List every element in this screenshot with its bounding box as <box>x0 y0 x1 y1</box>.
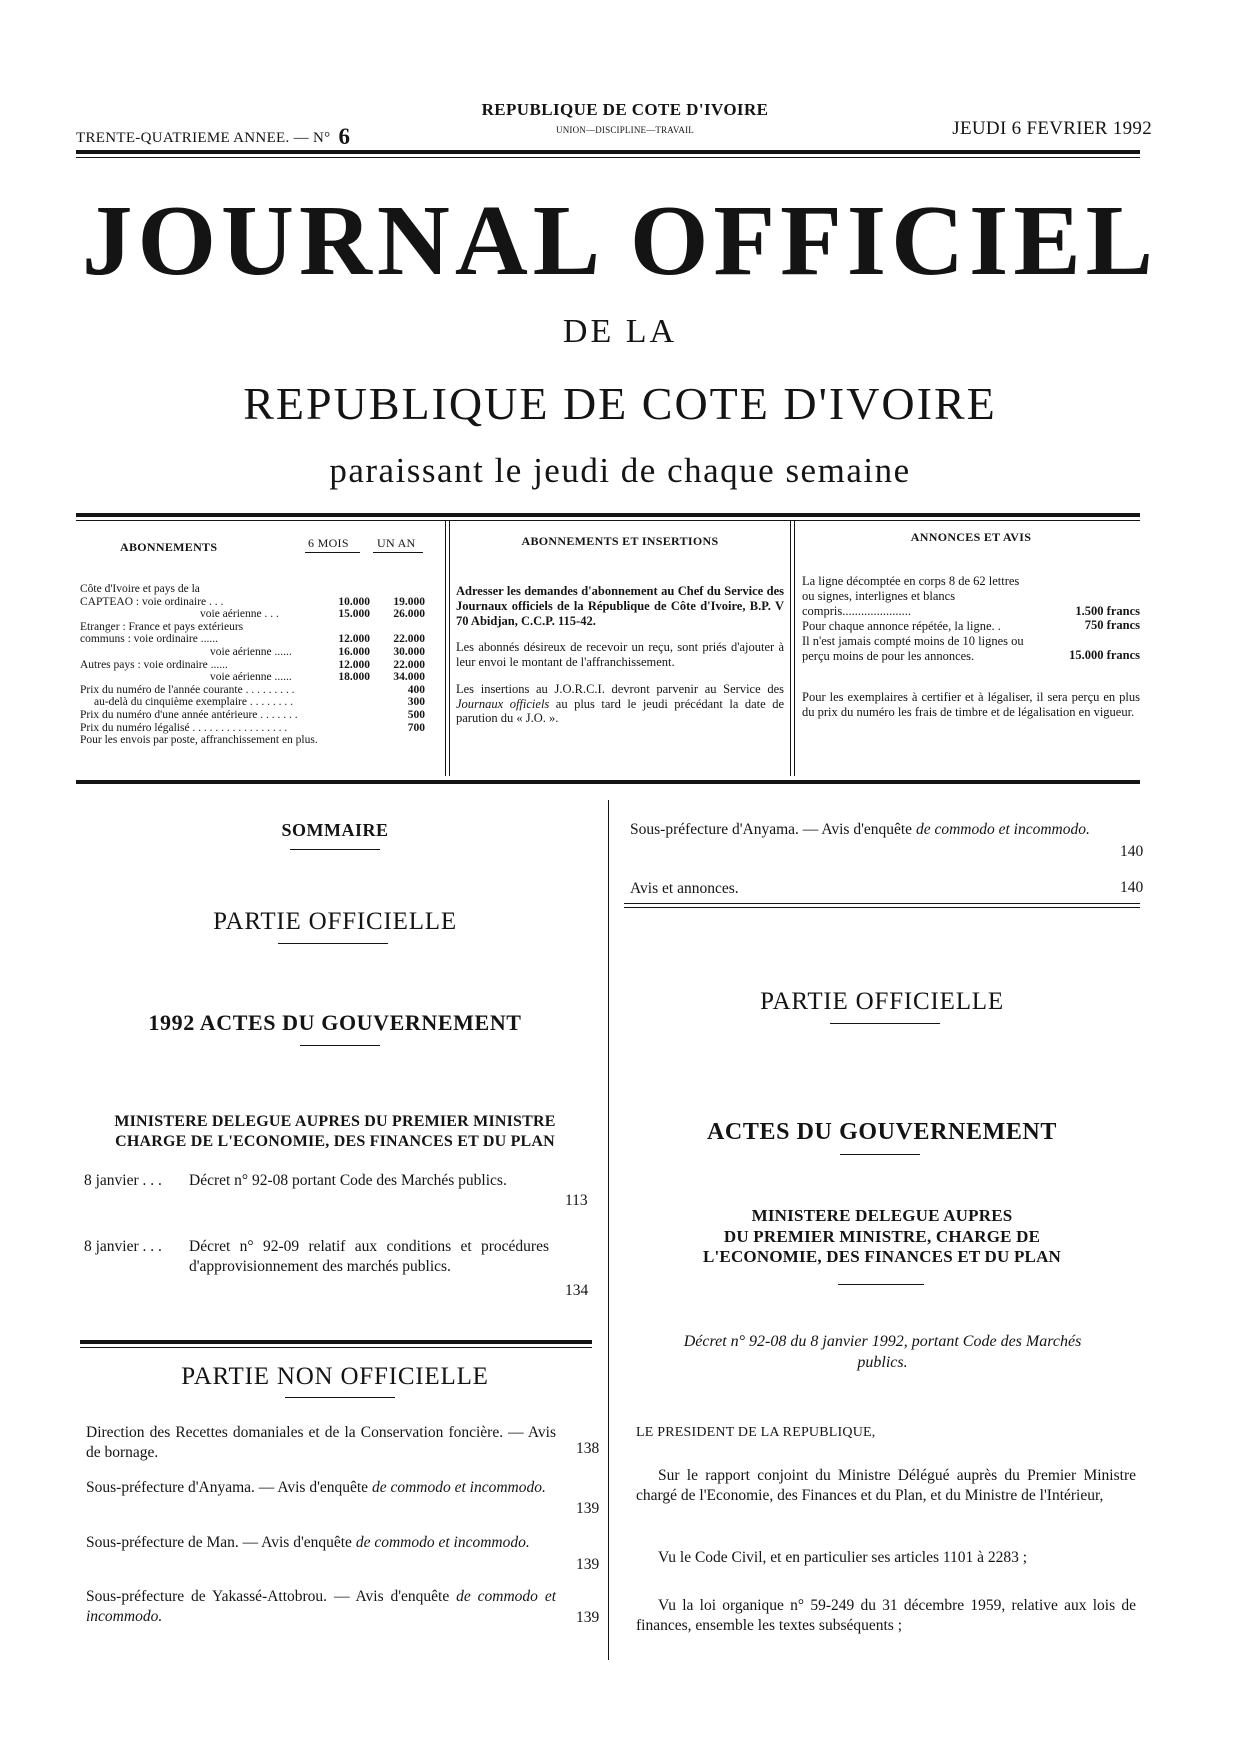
summary-ministry-line2: CHARGE DE L'ECONOMIE, DES FINANCES ET DU PLAN <box>115 1132 555 1150</box>
header-rule <box>76 150 1140 154</box>
non-official-top-rule <box>80 1340 592 1344</box>
rate-6mois: 10.000 <box>338 595 370 608</box>
rate-un-an: 26.000 <box>393 608 425 621</box>
rate-label: au-delà du cinquième exemplaire . . . . . . . . <box>94 696 293 709</box>
rate-un-an: 700 <box>407 721 425 734</box>
summary-actes-label: ACTES DU GOUVERNEMENT <box>199 1010 522 1035</box>
rate-label: Prix du numéro de l'année courante . . . . . . . . . <box>80 683 295 696</box>
masthead-republic: REPUBLIQUE DE COTE D'IVOIRE <box>243 378 997 429</box>
right-actes: ACTES DU GOUVERNEMENT <box>707 1119 1057 1145</box>
announcements-block <box>802 530 1140 732</box>
rate-un-an: 400 <box>407 683 425 696</box>
issue-label <box>76 124 350 150</box>
header-republic-block <box>420 100 830 135</box>
toc-item-italic: de commodo et incommodo. <box>355 1534 530 1551</box>
president-heading: LE PRESIDENT DE LA REPUBLIQUE, <box>636 1425 876 1440</box>
masthead-de-la: DE LA <box>562 313 678 350</box>
right-ministry <box>624 1206 1140 1268</box>
toc-item[interactable] <box>84 1237 554 1276</box>
toc-item-page: 140 <box>1120 843 1144 860</box>
decree-title-b: publics. <box>857 1353 908 1371</box>
toc-item-italic: de commodo et incommodo. <box>915 821 1090 838</box>
summary-title: SOMMAIRE <box>281 820 389 840</box>
rate-un-an: 22.000 <box>393 658 425 671</box>
summary-official-part: PARTIE OFFICIELLE <box>213 908 457 935</box>
rate-label: Côte d'Ivoire et pays de la <box>80 583 200 595</box>
summary-ministry-line1: MINISTERE DELEGUE AUPRES DU PREMIER MINISTRE <box>114 1113 556 1130</box>
toc-item-text: Avis et annonces. <box>630 880 739 897</box>
right-actes-rule <box>840 1154 920 1155</box>
rate-label: voie aérienne . . . <box>200 608 279 621</box>
summary-actes-year: 1992 <box>148 1010 195 1035</box>
rate-6mois: 12.000 <box>338 658 370 671</box>
rate-label: Autres pays : voie ordinaire ...... <box>80 658 228 671</box>
right-ministry-line2: DU PREMIER MINISTRE, CHARGE DE <box>723 1226 1041 1246</box>
insertions-p1: Adresser les demandes d'abonnement au Chef du Service des Journaux officiels de la République de Côte d'Ivoire, B.P. V 70 Abidjan, C.C.P. 115-42. <box>456 584 784 628</box>
header-motto: UNION—DISCIPLINE—TRAVAIL <box>556 125 694 135</box>
insertions-p3-b: Journaux officiels <box>456 696 550 711</box>
masthead-title: JOURNAL OFFICIEL <box>81 184 1159 296</box>
header-rule-thin <box>76 157 1140 158</box>
insertions-title: ABONNEMENTS ET INSERTIONS <box>521 534 719 548</box>
col-un-an: UN AN <box>377 536 416 550</box>
right-ministry-rule <box>838 1284 924 1285</box>
toc-item-text: Sous-préfecture d'Anyama. — Avis d'enquête <box>86 1479 369 1496</box>
right-toc-end-rule-2 <box>624 907 1140 908</box>
right-official-rule <box>830 1023 940 1024</box>
summary-actes <box>80 1010 590 1036</box>
decree-para: Vu la loi organique n° 59-249 du 31 décembre 1959, relative aux lois de finances, ensemble les textes subséquents ; <box>636 1597 1136 1635</box>
rate-6mois: 15.000 <box>338 608 370 621</box>
box-bottom-rule <box>76 780 1140 784</box>
decree-para: Sur le rapport conjoint du Ministre Délégué auprès du Premier Ministre chargé de l'Economie, des Finances et du Plan, et du Ministre de l'Intérieur, <box>636 1467 1136 1505</box>
decree-para: Vu le Code Civil, et en particulier ses articles 1101 à 2283 ; <box>658 1549 1028 1566</box>
toc-item-page: 139 <box>576 1500 600 1517</box>
box-divider-2 <box>790 520 791 776</box>
toc-item-italic: de commodo et incommodo. <box>371 1479 546 1496</box>
actes-rule <box>300 1045 380 1046</box>
rate-un-an: 500 <box>407 709 425 721</box>
issue-number: 6 <box>338 124 351 149</box>
rate-label: Prix du numéro d'une année antérieure . . . . . . . <box>80 709 298 721</box>
box-divider-1 <box>445 520 446 776</box>
rate-label: Etranger : France et pays extérieurs <box>80 620 244 633</box>
rate-label: Pour les envois par poste, affranchissement en plus. <box>80 734 318 747</box>
toc-item-date: 8 janvier . . . <box>84 1172 162 1189</box>
rate-label: communs : voie ordinaire ...... <box>80 633 218 646</box>
rate-un-an: 22.000 <box>393 633 425 646</box>
toc-item[interactable] <box>630 879 1100 899</box>
toc-item-text: Sous-préfecture d'Anyama. — Avis d'enquête <box>630 821 913 838</box>
insertions-p3 <box>456 682 784 726</box>
insertions-block <box>456 534 784 738</box>
ann-line2: Pour chaque annonce répétée, la ligne. . <box>802 619 1001 634</box>
decree-title <box>630 1332 1135 1374</box>
issue-date: JEUDI 6 FEVRIER 1992 <box>952 118 1152 139</box>
right-ministry-line3: L'ECONOMIE, DES FINANCES ET DU PLAN <box>702 1247 1062 1267</box>
subscription-rates <box>80 536 440 776</box>
rate-6mois: 18.000 <box>338 671 370 684</box>
right-toc-end-rule <box>624 903 1140 904</box>
non-official-rule <box>285 1397 395 1398</box>
announcements-title: ANNONCES ET AVIS <box>910 530 1032 544</box>
header-republic: REPUBLIQUE DE COTE D'IVOIRE <box>481 100 769 119</box>
ann-line1: La ligne décomptée en corps 8 de 62 lettres ou signes, interlignes et blancs compris...................... <box>802 574 1020 618</box>
toc-item-date: 8 janvier . . . <box>84 1238 162 1255</box>
col-un-an-underline <box>373 552 423 553</box>
box-top-rule-thin <box>76 520 1140 521</box>
ann-price3: 15.000 francs <box>1069 648 1140 663</box>
toc-item-text: Sous-préfecture de Man. — Avis d'enquête <box>86 1534 352 1551</box>
right-ministry-line1: MINISTERE DELEGUE AUPRES <box>751 1206 1013 1225</box>
toc-item-text: Direction des Recettes domaniales et de la Conservation foncière. — Avis de bornage. <box>86 1424 556 1461</box>
summary-title-rule <box>290 849 380 850</box>
toc-item[interactable] <box>86 1478 556 1498</box>
toc-item-page: 138 <box>576 1440 600 1457</box>
rate-un-an: 19.000 <box>393 595 425 608</box>
ann-price1: 1.500 francs <box>1075 604 1140 619</box>
official-part-rule <box>278 943 388 944</box>
rate-un-an: 30.000 <box>393 646 425 658</box>
subscriptions-title: ABONNEMENTS <box>120 540 218 554</box>
ann-line3: Il n'est jamais compté moins de 10 lignes ou perçu moins de pour les annonces. <box>802 634 1024 663</box>
toc-item-page: 139 <box>576 1609 600 1626</box>
toc-item[interactable] <box>630 820 1100 840</box>
decree-title-a: Décret n° 92-08 du 8 janvier 1992, portant Code des Marchés <box>683 1333 1082 1350</box>
rate-6mois: 16.000 <box>338 646 370 658</box>
rate-label: Prix du numéro légalisé . . . . . . . . . . . . . . . . . <box>80 721 288 734</box>
toc-item[interactable] <box>86 1533 556 1553</box>
ann-price2: 750 francs <box>1084 618 1140 633</box>
rate-label: voie aérienne ...... <box>210 671 292 684</box>
box-divider-1b <box>449 520 450 776</box>
summary-ministry <box>80 1112 590 1151</box>
toc-item-italic: de commodo et incommodo. <box>86 1588 557 1625</box>
box-divider-2b <box>794 520 795 776</box>
insertions-p3-a: Les insertions au J.O.R.C.I. devront parvenir au Service des <box>456 681 784 696</box>
toc-item-page: 139 <box>576 1556 600 1573</box>
rate-6mois: 12.000 <box>338 633 370 646</box>
rate-un-an: 300 <box>407 696 425 709</box>
col-6mois-underline <box>305 552 360 553</box>
toc-item[interactable] <box>86 1423 556 1462</box>
toc-item-page: 134 <box>565 1282 589 1299</box>
toc-item-page: 113 <box>565 1192 588 1209</box>
toc-item[interactable] <box>84 1171 554 1191</box>
toc-item-page: 140 <box>1120 879 1144 896</box>
rate-label: CAPTEAO : voie ordinaire . . . <box>80 595 224 608</box>
toc-item-text: Sous-préfecture de Yakassé-Attobrou. — Avis d'enquête <box>86 1588 450 1605</box>
toc-item-text: Décret n° 92-08 portant Code des Marchés publics. <box>189 1172 507 1189</box>
box-top-rule <box>76 513 1140 517</box>
masthead-tagline: paraissant le jeudi de chaque semaine <box>329 451 911 490</box>
insertions-p3-c: au plus tard le jeudi précédant la date de parution du « J.O. ». <box>456 696 784 726</box>
rate-un-an: 34.000 <box>393 671 425 684</box>
insertions-p2: Les abonnés désireux de recevoir un reçu, sont priés d'ajouter à leur envoi le montant de l'affranchissement. <box>456 640 784 670</box>
year-label: TRENTE-QUATRIEME ANNEE. — N° <box>76 130 331 146</box>
right-official-part: PARTIE OFFICIELLE <box>760 988 1004 1015</box>
column-divider <box>608 800 609 1660</box>
toc-item-text: Décret n° 92-09 relatif aux conditions et procédures d'approvisionnement des marchés publics. <box>189 1238 549 1275</box>
toc-item[interactable] <box>86 1587 556 1626</box>
col-6mois: 6 MOIS <box>308 536 349 550</box>
ann-note: Pour les exemplaires à certifier et à légaliser, il sera perçu en plus du prix du numéro les frais de timbre et de légalisation en vigueur. <box>802 690 1140 719</box>
summary-non-official-part: PARTIE NON OFFICIELLE <box>181 1363 489 1390</box>
rate-label: voie aérienne ...... <box>210 646 292 658</box>
non-official-top-rule-thin <box>80 1347 592 1348</box>
